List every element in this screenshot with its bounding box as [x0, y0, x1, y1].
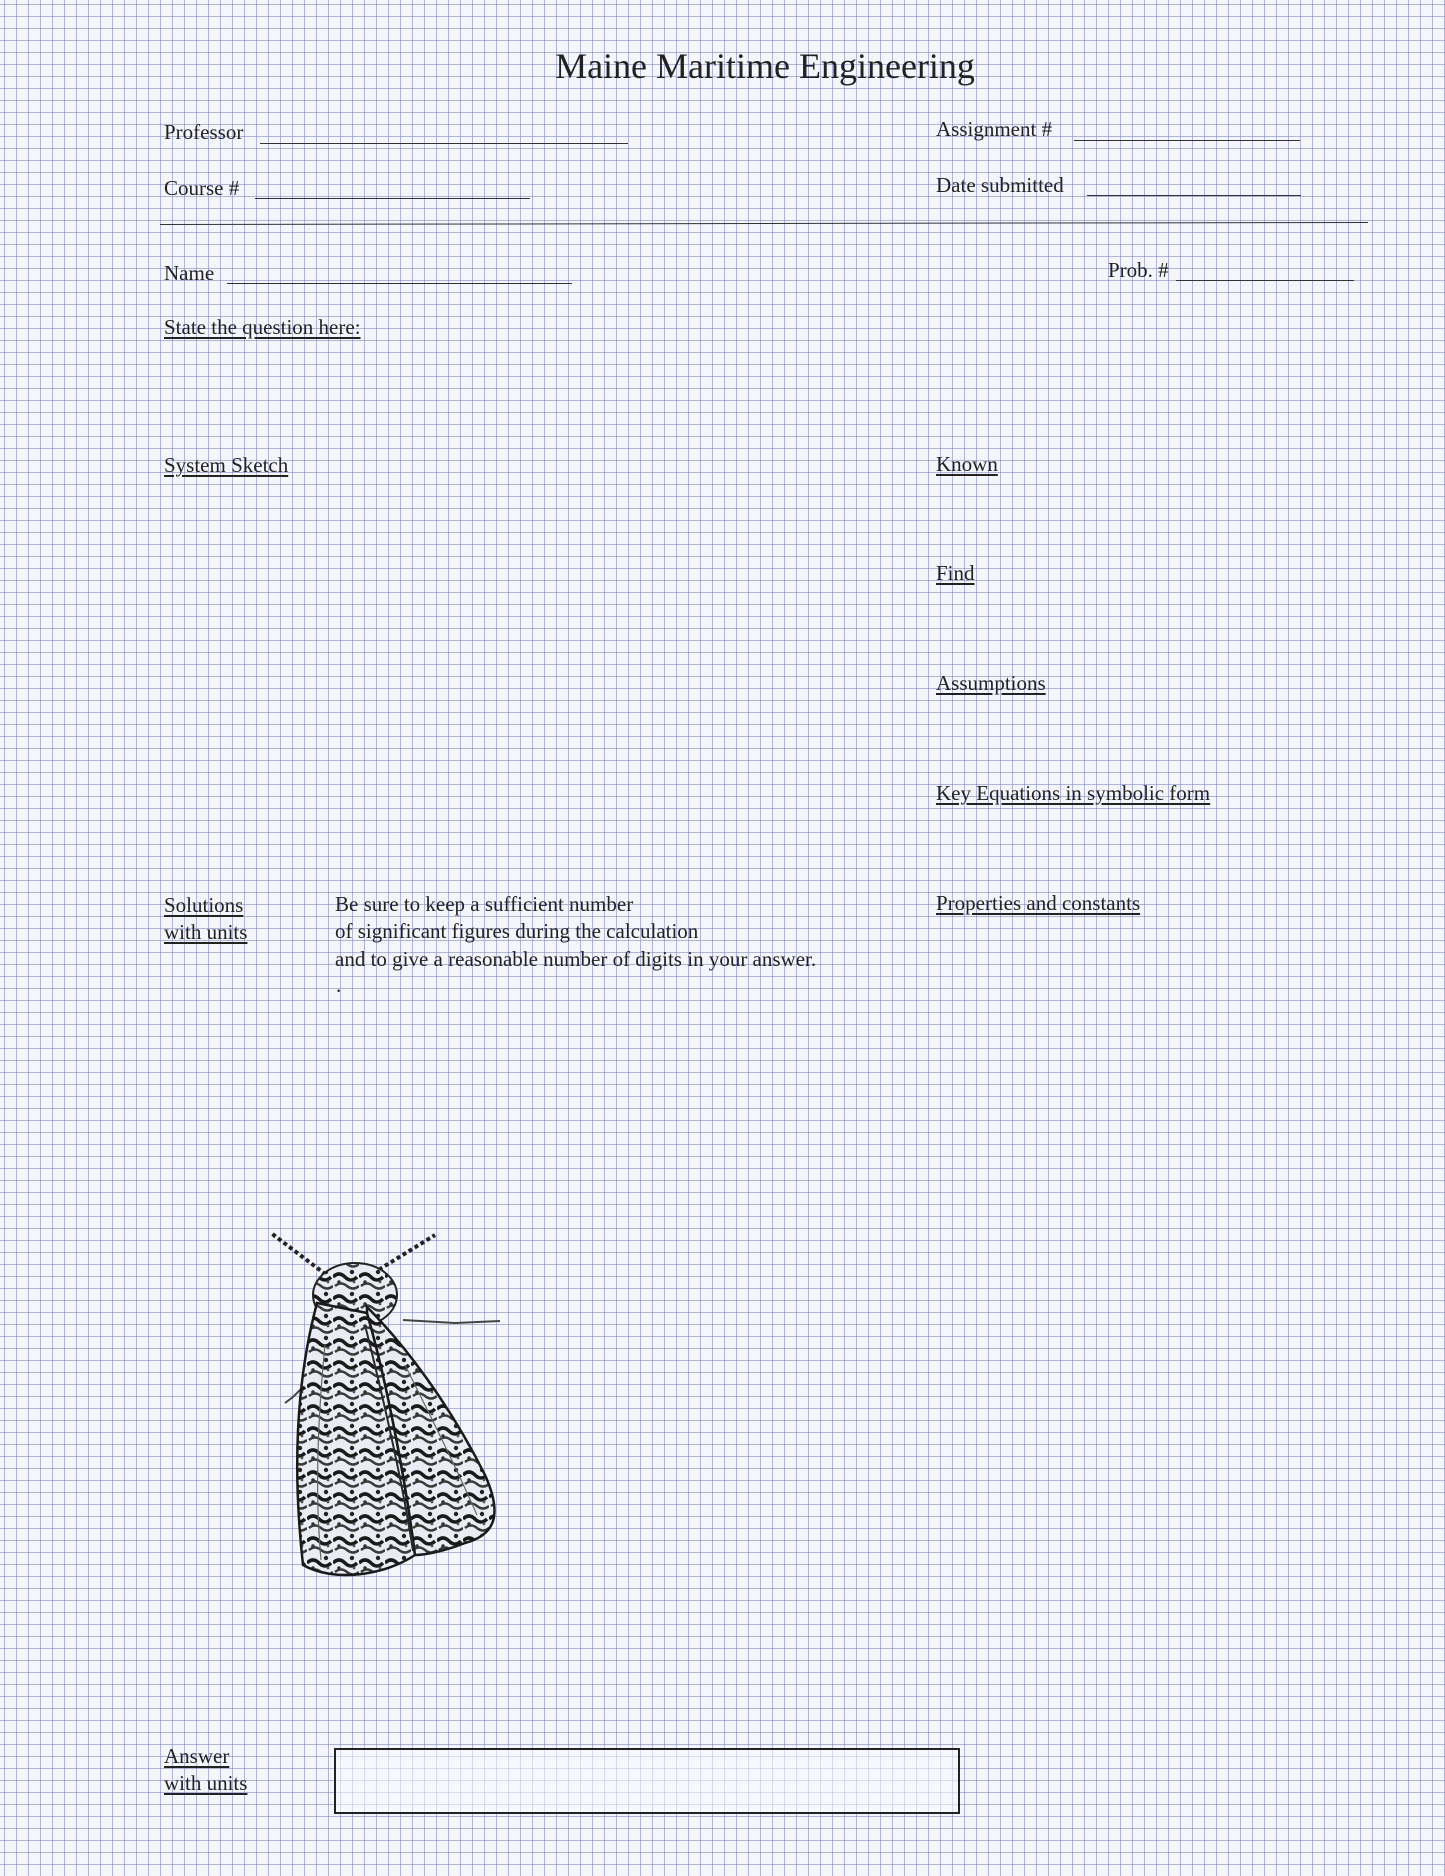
assumptions-heading: Assumptions	[936, 671, 1046, 695]
professor-label: Professor	[164, 120, 244, 144]
note-line-4: .	[336, 973, 342, 997]
answer-heading-line1: Answer	[164, 1744, 230, 1768]
answer-heading-line2: with units	[164, 1771, 248, 1795]
course-field[interactable]	[255, 198, 530, 199]
date-submitted-label: Date submitted	[936, 173, 1064, 197]
page-title: Maine Maritime Engineering	[555, 46, 975, 86]
question-heading: State the question here:	[164, 315, 361, 339]
moth-drawing-icon	[255, 1225, 555, 1585]
name-field[interactable]	[227, 283, 572, 284]
answer-box[interactable]	[334, 1748, 960, 1814]
find-heading: Find	[936, 561, 975, 585]
date-submitted-field[interactable]	[1087, 195, 1301, 196]
solutions-heading-line2: with units	[164, 920, 248, 944]
properties-heading: Properties and constants	[936, 891, 1141, 915]
professor-field[interactable]	[260, 143, 628, 144]
note-line-1: Be sure to keep a sufficient number	[335, 892, 634, 916]
key-equations-heading: Key Equations in symbolic form	[936, 781, 1211, 805]
prob-field[interactable]	[1176, 280, 1354, 281]
prob-label: Prob. #	[1108, 258, 1169, 282]
course-label: Course #	[164, 176, 240, 200]
assignment-label: Assignment #	[936, 117, 1053, 141]
note-line-2: of significant figures during the calculation	[335, 919, 699, 943]
assignment-field[interactable]	[1074, 140, 1300, 141]
name-label: Name	[164, 261, 215, 285]
system-sketch-heading: System Sketch	[164, 453, 289, 477]
solutions-heading-line1: Solutions	[164, 893, 244, 917]
note-line-3: and to give a reasonable number of digits in your answer.	[335, 947, 817, 971]
header-divider	[160, 222, 1368, 225]
known-heading: Known	[936, 452, 998, 476]
